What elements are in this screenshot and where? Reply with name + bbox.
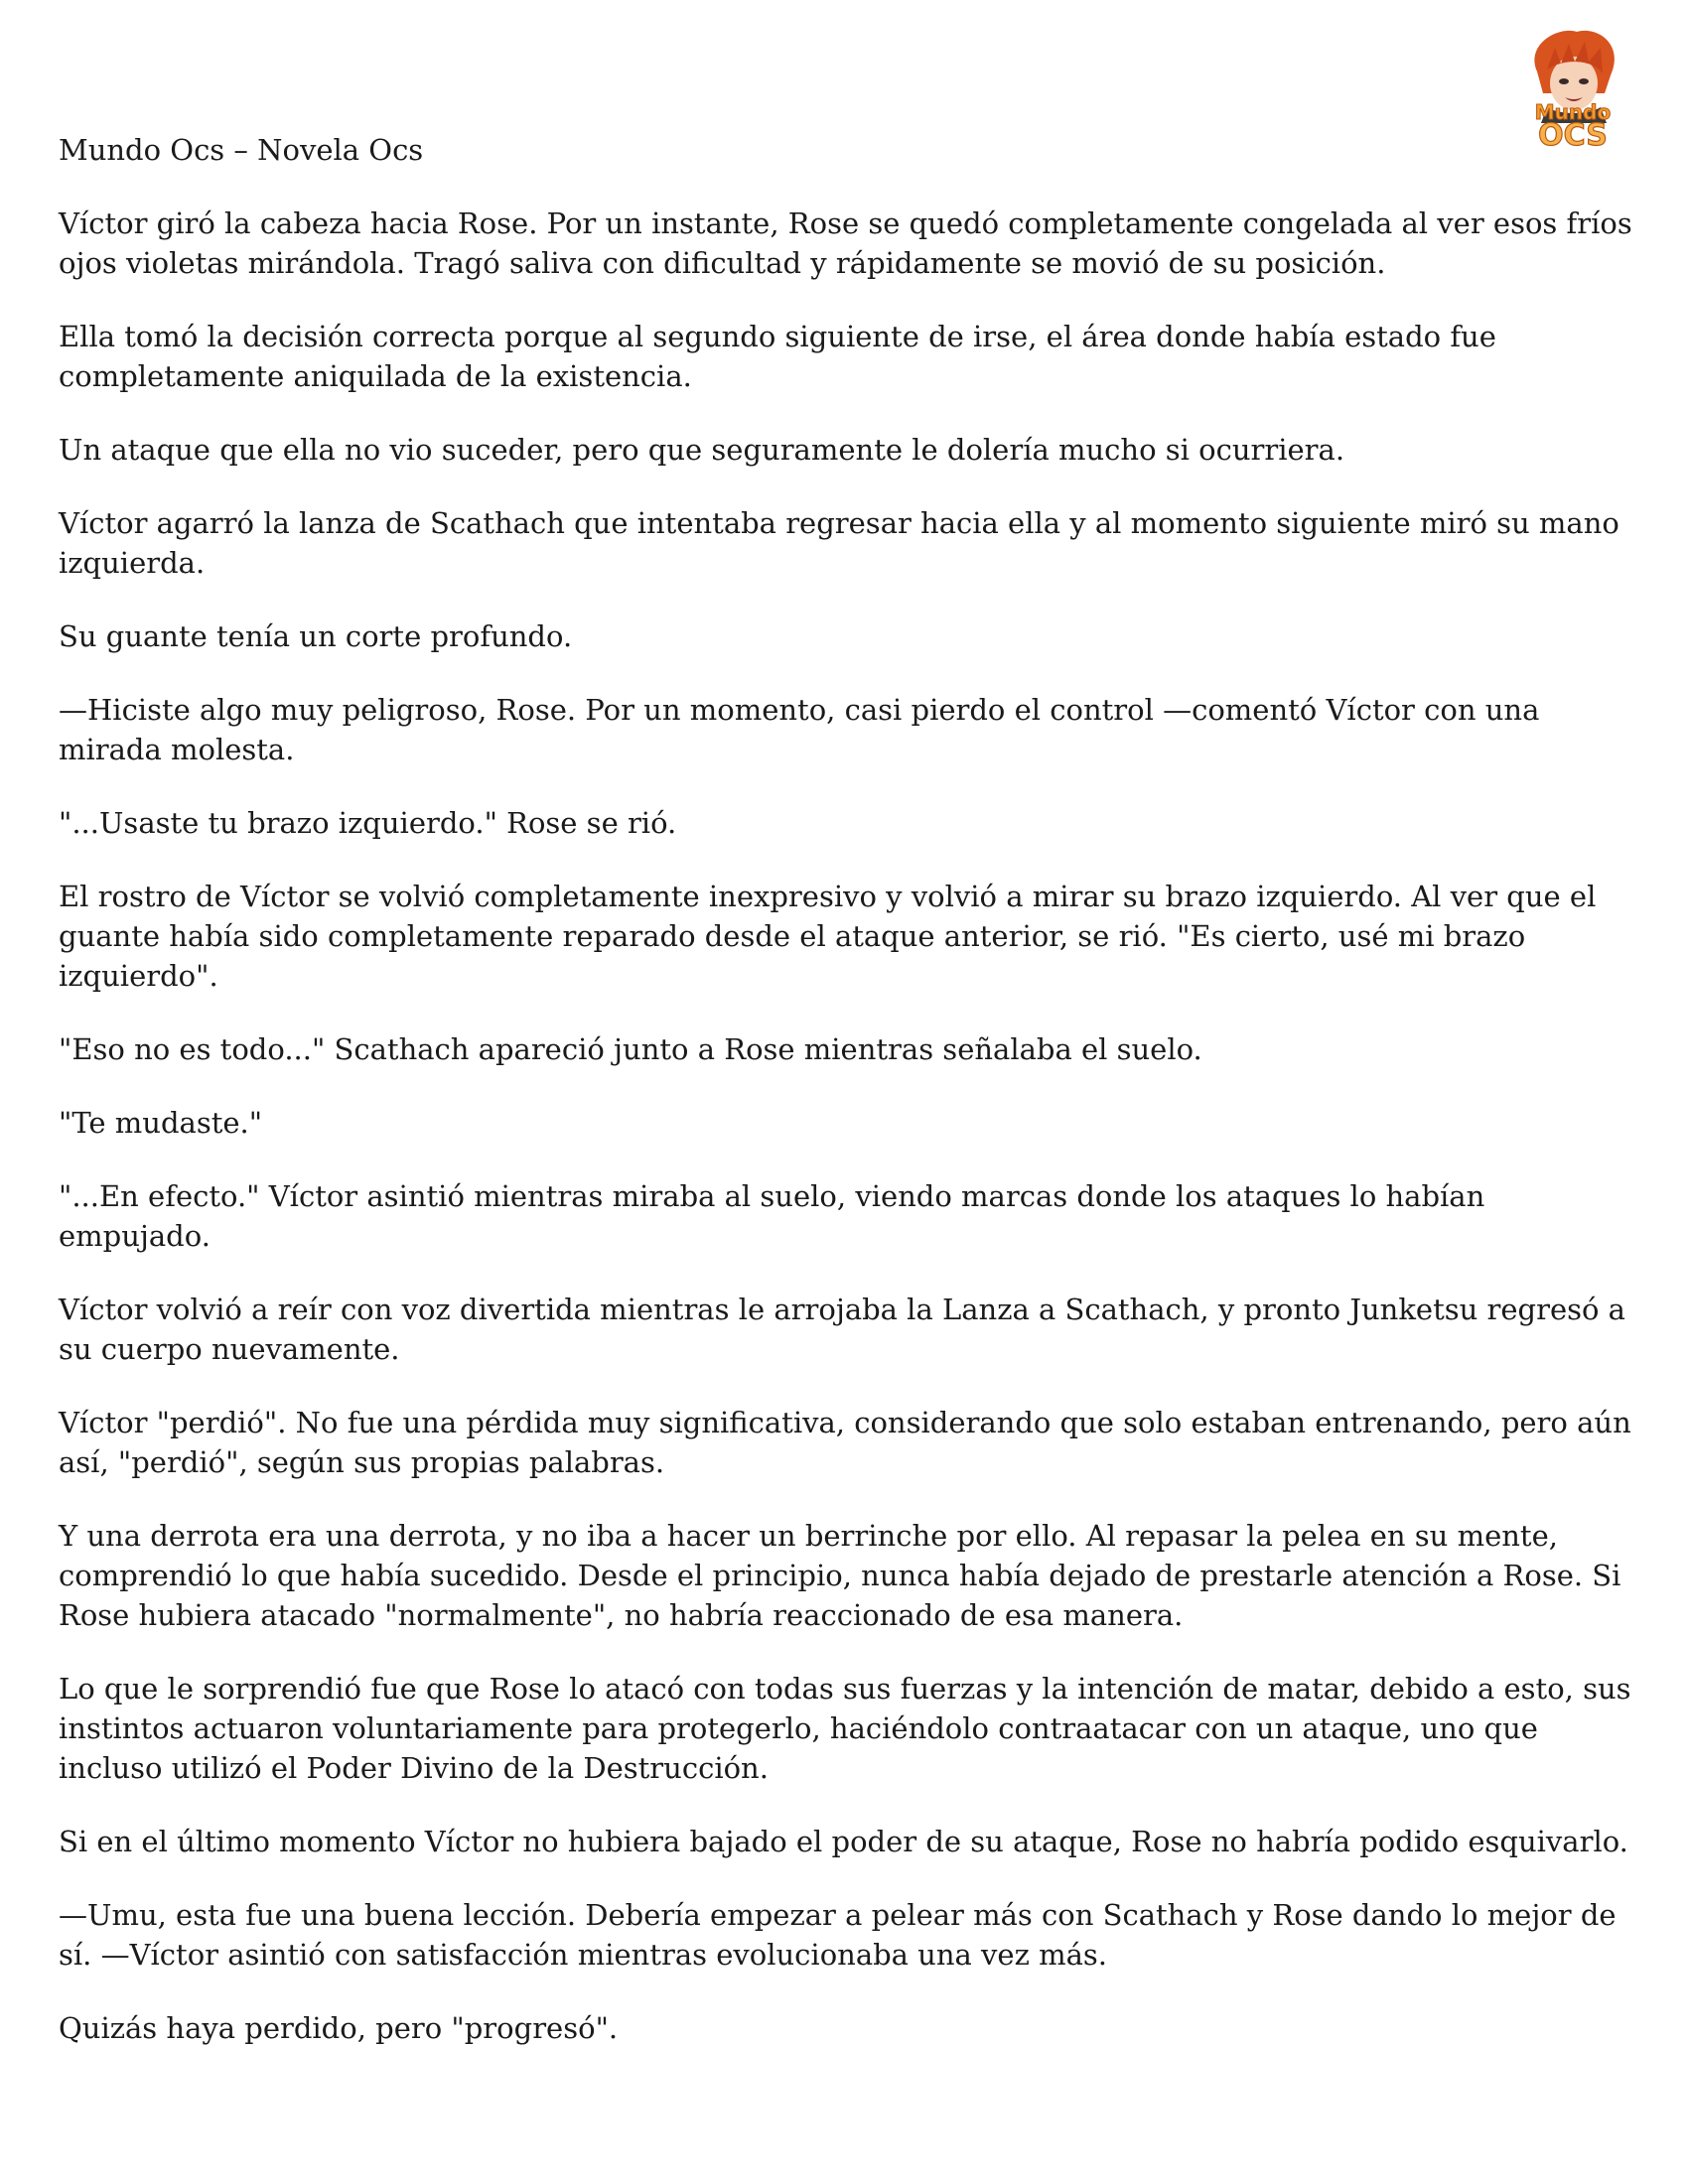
paragraph: Víctor agarró la lanza de Scathach que intentaba regresar hacia ella y al momento siguiente miró su mano izquierda. <box>59 506 1619 580</box>
svg-text:OCS: OCS <box>1538 118 1608 153</box>
paragraph: Lo que le sorprendió fue que Rose lo atacó con todas sus fuerzas y la intención de matar, debido a esto, sus instintos actuaron voluntariamente para protegerlo, haciéndolo contraatacar con un ataque, uno que incluso utilizó el Poder Divino de la Destrucción. <box>59 1672 1631 1785</box>
paragraph: Un ataque que ella no vio suceder, pero que seguramente le dolería mucho si ocurriera. <box>59 433 1345 467</box>
paragraph: Y una derrota era una derrota, y no iba a hacer un berrinche por ello. Al repasar la pelea en su mente, comprendió lo que había sucedido. Desde el principio, nunca había dejado de prestarle atención a Rose. Si Rose hubiera atacado "normalmente", no habría reaccionado de esa manera. <box>59 1519 1621 1632</box>
paragraph: Víctor "perdió". No fue una pérdida muy significativa, considerando que solo estaban entrenando, pero aún así, "perdió", según sus propias palabras. <box>59 1406 1631 1479</box>
paragraph: Víctor volvió a reír con voz divertida mientras le arrojaba la Lanza a Scathach, y pronto Junketsu regresó a su cuerpo nuevamente. <box>59 1293 1625 1366</box>
paragraph: Si en el último momento Víctor no hubiera bajado el poder de su ataque, Rose no habría podido esquivarlo. <box>59 1825 1628 1858</box>
document-body <box>59 204 1637 2082</box>
paragraph: "...En efecto." Víctor asintió mientras miraba al suelo, viendo marcas donde los ataques lo habían empujado. <box>59 1179 1485 1253</box>
paragraph: El rostro de Víctor se volvió completamente inexpresivo y volvió a mirar su brazo izquierdo. Al ver que el guante había sido completamente reparado desde el ataque anterior, se rió. "Es cierto, usé mi brazo izquierdo". <box>59 880 1597 993</box>
paragraph: Ella tomó la decisión correcta porque al segundo siguiente de irse, el área donde había estado fue completamente aniquilada de la existencia. <box>59 320 1496 393</box>
paragraph: —Umu, esta fue una buena lección. Debería empezar a pelear más con Scathach y Rose dando lo mejor de sí. —Víctor asintió con satisfacción mientras evolucionaba una vez más. <box>59 1898 1617 1972</box>
paragraph: "Eso no es todo..." Scathach apareció junto a Rose mientras señalaba el suelo. <box>59 1032 1202 1066</box>
paragraph: —Hiciste algo muy peligroso, Rose. Por un momento, casi pierdo el control —comentó Víctor con una mirada molesta. <box>59 693 1540 766</box>
paragraph: Quizás haya perdido, pero "progresó". <box>59 2011 619 2045</box>
mundo-ocs-logo-icon <box>1507 24 1638 153</box>
svg-text:Mundo: Mundo <box>1534 100 1612 124</box>
paragraph: Su guante tenía un corte profundo. <box>59 619 573 653</box>
paragraph: Víctor giró la cabeza hacia Rose. Por un instante, Rose se quedó completamente congelada al ver esos fríos ojos violetas mirándola. Tragó saliva con dificultad y rápidamente se movió de su posición. <box>59 206 1632 280</box>
paragraph: "Te mudaste." <box>59 1106 263 1140</box>
mundo-ocs-logo <box>1507 24 1638 153</box>
document-header: Mundo Ocs – Novela Ocs <box>59 133 424 167</box>
paragraph: "...Usaste tu brazo izquierdo." Rose se rió. <box>59 806 677 840</box>
